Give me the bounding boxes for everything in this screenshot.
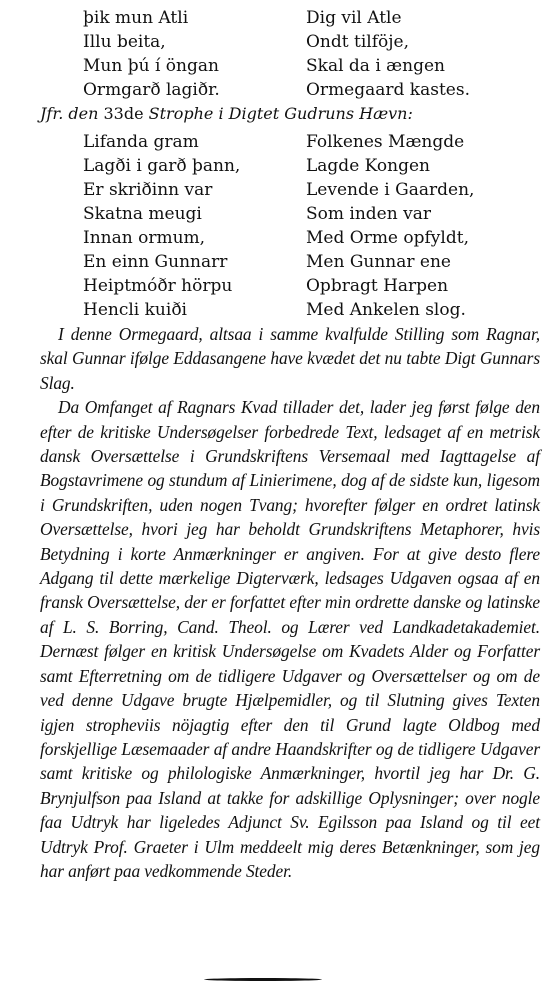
verse-danish-1 — [306, 6, 470, 102]
verse-line: Skal da i ængen — [306, 56, 446, 76]
verse-old-norse-2 — [83, 130, 240, 322]
reference-suffix: Strophe i Digtet Gudruns Hævn: — [143, 104, 413, 123]
verse-line: Folkenes Mængde — [306, 132, 465, 152]
verse-line: Ormgarð lagiðr. — [83, 80, 220, 100]
verse-line: Som inden var — [306, 204, 431, 224]
reference-line — [40, 104, 413, 123]
verse-line: Heiptmóðr hörpu — [83, 276, 233, 296]
verse-line: Med Ankelen slog. — [306, 300, 466, 320]
verse-line: Med Orme opfyldt, — [306, 228, 469, 248]
verse-line: Illu beita, — [83, 32, 166, 52]
verse-line: Levende i Gaarden, — [306, 180, 475, 200]
body-text — [40, 322, 540, 883]
verse-line: Skatna meugi — [83, 204, 202, 224]
verse-line: Lagði i garð þann, — [83, 156, 241, 176]
section-divider — [204, 978, 322, 981]
reference-number: 33de — [103, 104, 144, 123]
reference-prefix: Jfr. den — [40, 104, 104, 123]
verse-line: Lifanda gram — [83, 132, 199, 152]
verse-line: Mun þú í öngan — [83, 56, 219, 76]
paragraph: I denne Ormegaard, altsaa i samme kvalfulde Stilling som Ragnar, skal Gunnar ifølge Eddasangene have kvædet det nu tabte Digt Gunnars Slag. — [40, 324, 540, 393]
verse-line: þik mun Atli — [83, 8, 189, 28]
paragraph: Da Omfanget af Ragnars Kvad tillader det, lader jeg først følge den efter de kritiske Undersøgelser forbedrede Text, ledsaget af en metrisk dansk Oversættelse i Grundskriftens Versemaal med Iagttagelse af Bogstavrimene og stundum af Linierimene, dog af de sidste kun, ligesom i Grundskriften, uden nogen Tvang; hvorefter følger en ordret latinsk Oversættelse, hvori jeg har beholdt Grundskriftens Metaphorer, hvis Betydning i korte Anmærkninger er angiven. For at give desto flere Adgang til dette mærkelige Digterværk, ledsages Udgaven ogsaa af en fransk Oversættelse, der er forfattet efter min ordrette danske og latinske af L. S. Borring, Cand. Theol. og Lærer ved Landkadetakademiet. Dernæst følger en kritisk Undersøgelse om Kvadets Alder og Forfatter samt Efterretning om de tidligere Udgaver og Oversættelser og om de ved denne Udgave brugte Hjælpemidler, og til Slutning gives Texten igjen stropheviis nöjagtig efter den til Grund lagte Oldbog med forskjellige Læsemaader af andre Haandskrifter og de tidligere Udgaver samt kritiske og philologiske Anmærkninger, hvortil jeg har Dr. G. Brynjulfson paa Island at takke for adskillige Oplysninger; over nogle faa Udtryk har ligeledes Adjunct Sv. Egilsson paa Island og til eet Udtryk Prof. Graeter i Ulm meddeelt mig deres Betænkninger, som jeg har anført paa vedkommende Steder. — [40, 397, 540, 881]
verse-line: En einn Gunnarr — [83, 252, 228, 272]
verse-line: Dig vil Atle — [306, 8, 402, 28]
verse-line: Hencli kuiði — [83, 300, 187, 320]
verse-line: Opbragt Harpen — [306, 276, 449, 296]
verse-line: Er skriðinn var — [83, 180, 213, 200]
verse-line: Ondt tilföje, — [306, 32, 409, 52]
verse-line: Lagde Kongen — [306, 156, 430, 176]
verse-line: Ormegaard kastes. — [306, 80, 470, 100]
verse-danish-2 — [306, 130, 474, 322]
verse-line: Innan ormum, — [83, 228, 206, 248]
verse-line: Men Gunnar ene — [306, 252, 451, 272]
verse-old-norse-1 — [83, 6, 220, 102]
